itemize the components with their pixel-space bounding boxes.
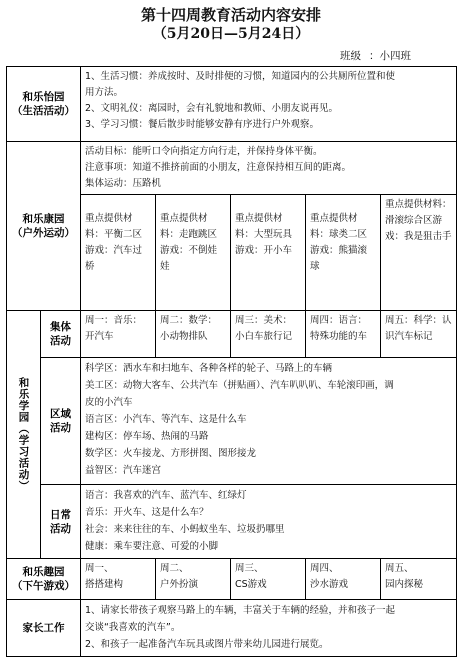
outdoor-card: 重点提供材料：球类二区游戏：熊猫滚球	[305, 194, 381, 311]
parent-line: 1、请家长带孩子观察马路上的车辆，丰富关于车辆的经验，并和孩子一起	[85, 605, 396, 616]
outdoor-info	[80, 141, 457, 195]
outdoor-header	[6, 141, 81, 311]
fun-item: 周五、 园内探秘	[380, 558, 457, 600]
parent-line: 交谈“我喜欢的汽车”。	[85, 622, 181, 633]
study-name: 和乐学园（学习活动）	[17, 377, 30, 492]
study-header	[6, 310, 41, 559]
fun-name: 和乐趣园	[22, 566, 65, 578]
life-content	[80, 66, 457, 142]
outdoor-card: 重点提供材料：平衡二区游戏：汽车过桥	[80, 194, 156, 311]
fun-item: 周一、 搭搭建构	[80, 558, 156, 600]
outdoor-card: 重点提供材料：滑滚综合区游戏：我是狙击手	[380, 194, 457, 311]
page-title: 第十四周教育活动内容安排	[140, 6, 321, 24]
outdoor-name: 和乐康园	[22, 213, 65, 225]
area-line: 美工区：动物大客车、公共汽车（拼贴画）、汽车叭叭叭、车轮滚印画，调	[85, 380, 394, 391]
outdoor-card: 重点提供材料：走跑跳区游戏：不倒娃娃	[155, 194, 231, 311]
outdoor-card: 重点提供材料：大型玩具游戏：开小车	[230, 194, 306, 311]
life-name: 和乐怡园	[22, 91, 65, 103]
group-activity-item: 周一：音乐：开汽车	[80, 310, 156, 358]
area-line: 数学区：火车接龙、方形拼图、图形接龙	[85, 448, 257, 459]
fun-item: 周三、 CS游戏	[230, 558, 306, 600]
page-subtitle: （5月20日—5月24日）	[152, 26, 310, 42]
class-label: 班级	[340, 50, 361, 62]
fun-item: 周二、 户外扮演	[155, 558, 231, 600]
group-activity-item: 周三：美术：小白车旅行记	[230, 310, 306, 358]
outdoor-sub: （户外运动）	[12, 227, 75, 239]
parent-header	[6, 599, 81, 657]
life-line: 1、生活习惯：养成按时、及时排便的习惯，知道园内的公共厕所位置和使	[85, 71, 396, 82]
life-line: 3、学习习惯：餐后散步时能够安静有序进行户外观察。	[85, 119, 320, 130]
daily-activity-label: 日常活动	[40, 484, 81, 559]
area-line: 语言区：小汽车、等汽车、这是什么车	[85, 414, 247, 425]
parent-name: 家长工作	[22, 622, 65, 634]
group-activity-item: 周四：语言：特殊功能的车	[305, 310, 381, 358]
area-activity-content	[80, 357, 457, 485]
outdoor-line: 集体运动：压路机	[85, 178, 162, 189]
daily-line: 音乐：开火车、这是什么车？	[85, 507, 209, 518]
outdoor-line: 注意事项：知道不推挤前面的小朋友，注意保持相互间的距离。	[85, 162, 352, 173]
daily-activity-content	[80, 484, 457, 559]
area-line: 科学区：洒水车和扫地车、各种各样的轮子、马路上的车辆	[85, 363, 333, 374]
parent-line: 2、和孩子一起准备汽车玩具或图片带来幼儿园进行展览。	[85, 639, 329, 650]
life-line: 2、文明礼仪：离园时，会有礼貌地和教师、小朋友说再见。	[85, 103, 339, 114]
outdoor-line: 活动目标：能听口令向指定方向行走，并保持身体平衡。	[85, 146, 323, 157]
parent-content	[80, 599, 457, 657]
area-line: 皮的小汽车	[85, 397, 133, 408]
fun-item: 周四、 沙水游戏	[305, 558, 381, 600]
group-activity-item: 周五：科学：认识汽车标记	[380, 310, 457, 358]
area-line: 益智区：汽车迷宫	[85, 465, 162, 476]
group-activity-item: 周二：数学：小动物排队	[155, 310, 231, 358]
daily-line: 健康：乘车要注意、可爱的小脚	[85, 541, 219, 552]
fun-sub: （下午游戏）	[12, 580, 75, 592]
life-sub: （生活活动）	[12, 105, 75, 117]
area-line: 建构区：停车场、热闹的马路	[85, 431, 209, 442]
fun-header	[6, 558, 81, 600]
life-line: 用方法。	[85, 87, 124, 98]
daily-line: 语言：我喜欢的汽车、蓝汽车、红绿灯	[85, 490, 247, 501]
area-activity-label: 区域活动	[40, 357, 81, 485]
daily-line: 社会：来来往往的车、小蚂蚁坐车、垃圾扔哪里	[85, 524, 285, 535]
group-activity-label: 集体活动	[40, 310, 81, 358]
life-header	[6, 66, 81, 142]
class-value: ：小四班	[369, 50, 411, 62]
